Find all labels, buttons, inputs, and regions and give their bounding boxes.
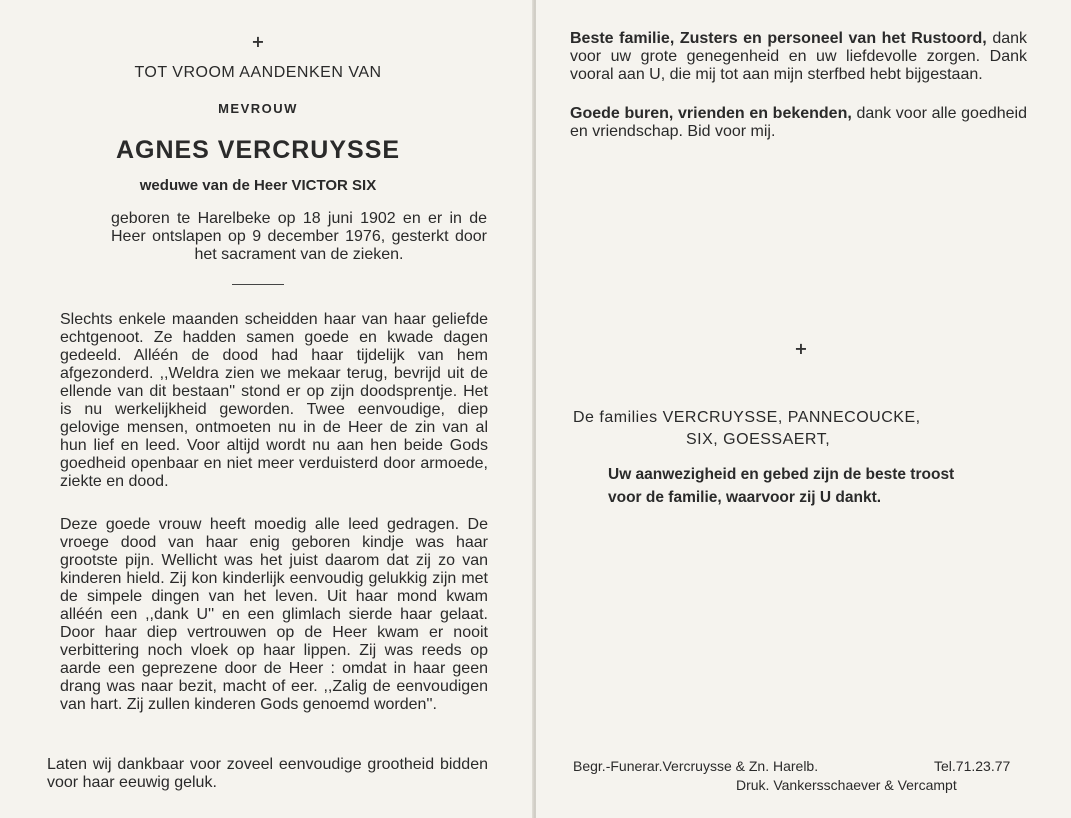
cross-icon: + bbox=[251, 32, 265, 51]
thanks-paragraph-2 bbox=[570, 105, 1027, 141]
thanks-1-bold: Beste familie, Zusters en personeel van het Rustoord, bbox=[570, 30, 987, 47]
closing-line-2: voor de familie, waarvoor zij U dankt. bbox=[608, 489, 882, 506]
paragraph-2: Deze goede vrouw heeft moedig alle leed gedragen. De vroege dood van haar enig geboren kindje was haar grootste pijn. Wellicht was het juist daarom dat zij zo van kinderen hield. Zij kon kinderlijk eenvoudig gelukkig zijn met de simpele dingen van het leven. Uit haar mond kwam alléén een ,,dank U'' en een glimlach sierde haar gelaat. Door haar diep vertrouwen op de Heer kwam er nooit verbittering noch vloek op haar lippen. Zij was reeds op aarde een geprezene door de Heer : omdat in haar geen drang was naar bezit, macht of eer. ,,Zalig de eenvoudigen van hart. Zij zullen kinderen Gods genoemd worden''. bbox=[60, 516, 488, 713]
thanks-2-rest: dank voor alle goedheid en vriendschap. Bid voor mij. bbox=[570, 105, 1027, 140]
footer-printer: Druk. Vankersschaever & Vercampt bbox=[736, 777, 957, 793]
birth-death-info: geboren te Harelbeke op 18 juni 1902 en er in de Heer ontslapen op 9 december 1976, gesterkt door het sacrament van de zieken. bbox=[111, 210, 487, 263]
divider bbox=[232, 284, 284, 285]
paragraph-1: Slechts enkele maanden scheidden haar van haar geliefde echtgenoot. Ze hadden samen goede en kwade dagen gedeeld. Alléén de dood had haar tijdelijk van hem afgezonderd. ,,Weldra zien we mekaar terug, bevrijd uit de ellende van dit bestaan'' stond er op zijn doodsprentje. Het is nu werkelijkheid geworden. Twee eenvoudige, diep gelovige mensen, ontmoeten nu in de Heer de zin van al hun lief en leed. Voor altijd wordt nu aan hen beide Gods goedheid openbaar en niet meer verduisterd door armoede, ziekte en dood. bbox=[60, 311, 488, 490]
paragraph-3: Laten wij dankbaar voor zoveel eenvoudige grootheid bidden voor haar eeuwig geluk. bbox=[47, 756, 488, 791]
footer-phone: Tel.71.23.77 bbox=[934, 758, 1011, 774]
widow-of: weduwe van de Heer VICTOR SIX bbox=[139, 177, 377, 194]
intro-text: TOT VROOM AANDENKEN VAN bbox=[134, 64, 382, 81]
closing-line-1: Uw aanwezigheid en gebed zijn de beste troost bbox=[608, 466, 955, 483]
thanks-paragraph-1 bbox=[570, 30, 1027, 84]
deceased-name: AGNES VERCRUYSSE bbox=[115, 136, 401, 164]
families-line-1: De families VERCRUYSSE, PANNECOUCKE, bbox=[573, 409, 921, 426]
cross-icon: + bbox=[794, 339, 808, 358]
right-page bbox=[536, 0, 1071, 818]
footer-funeral: Begr.-Funerar.Vercruysse & Zn. Harelb. bbox=[573, 758, 819, 774]
thanks-1-rest: dank voor uw grote genegenheid en uw liefdevolle zorgen. Dank vooral aan U, die mij tot aan mijn sterfbed hebt bijgestaan. bbox=[570, 30, 1028, 83]
left-page bbox=[0, 0, 534, 818]
title-mevrouw: MEVROUW bbox=[218, 101, 298, 116]
thanks-2-bold: Goede buren, vrienden en bekenden, bbox=[570, 105, 852, 122]
families-line-2: SIX, GOESSAERT, bbox=[686, 431, 831, 448]
